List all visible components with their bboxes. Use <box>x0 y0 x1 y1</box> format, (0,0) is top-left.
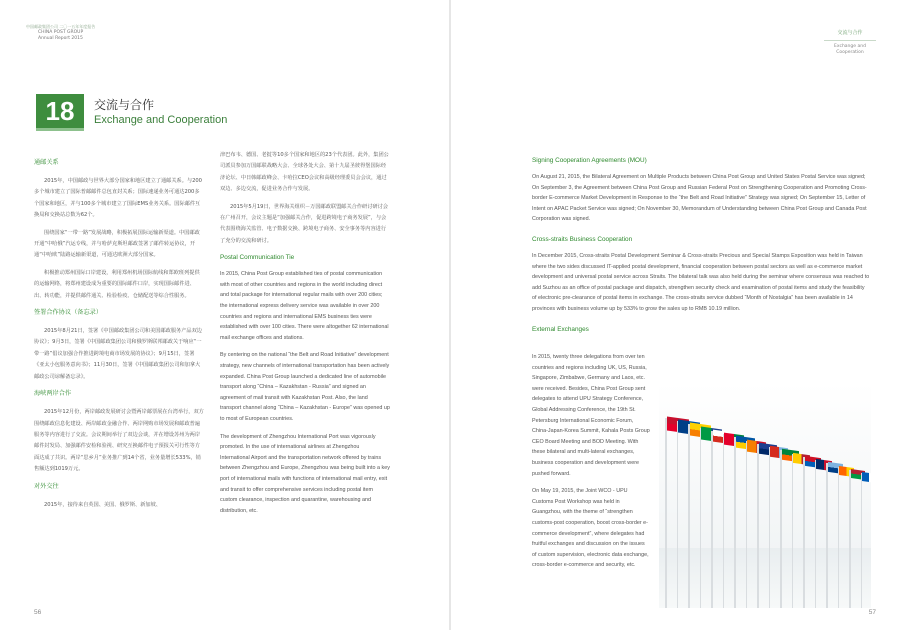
flag-pole <box>815 460 817 608</box>
header-divider <box>824 40 876 41</box>
flag-pole <box>838 467 840 608</box>
flag-pole <box>665 418 667 608</box>
section-heading: 海峡两岸合作 <box>34 390 72 398</box>
chapter-title-en: Exchange and Cooperation <box>94 114 228 126</box>
flags-photo <box>659 383 871 608</box>
paragraph: 2015年，中国邮政与世界大部分国家和地区建立了通邮关系。与200多个城市建立了国际普邮邮件总包直封关系；国际速递业务可通达200多个国家和地区，并与100多个城市建立了国际EMS业务关系。国际邮件互换局和交换站总数为62个。 <box>34 178 202 219</box>
header-report-info <box>26 30 95 42</box>
header-section-en-1: Exchange and <box>834 44 866 49</box>
flag-pole <box>677 421 679 608</box>
section-heading: Cross-straits Business Cooperation <box>532 235 633 243</box>
paragraph: On May 19, 2015, the Joint WCO - UPU Customs Post Workshop was held in Guangzhou, with the theme of “strengthen customs-post cooperation, boost cross-border e-commerce development”, where delegates had fruitful exchanges and discussion on the issues of custom supervision, electronic data exchange, cross-border e-commerce and security, etc. <box>532 488 649 569</box>
chapter-number-badge: 18 <box>36 94 84 128</box>
header-top-line: 中国邮政集团公司 二〇一五年年度报告 <box>26 24 96 29</box>
left-column-2 <box>220 150 390 523</box>
flag-pole <box>711 431 713 608</box>
chapter-title-cn: 交流与合作 <box>94 98 155 112</box>
header-section-en-2: Cooperation <box>836 50 864 55</box>
section-heading: 通邮关系 <box>34 159 59 166</box>
flag-pole <box>723 434 725 608</box>
header-report: Annual Report 2015 <box>38 36 83 41</box>
left-page <box>0 0 449 630</box>
flag-pole <box>734 437 736 608</box>
paragraph: 积极推动郑州国际口岸建设，利用郑州机场国际航线和郑欧班列提供的运输网络，将郑州建设成为重要的国际邮件口岸，实现国际邮件进、出、转功能，并提供邮件通关、检验检疫、仓储配送等综合性服务。 <box>34 269 200 299</box>
paragraph: In 2015, twenty three delegations from over ten countries and regions including UK, US, Russia, Singapore, Zimbabwe, Germany and Laos, etc. were received. Besides, China Post Group sent delegates to attend UPU Strategy Conference, Global Addressing Conference, the 19th St. Petersburg International Economic Forum, China-Japan-Korea Summit, Kahala Posts Group CEO Board Meeting and BOD Meeting. With these bilateral and multi-lateral exchanges, business cooperation and development were pushed forward. <box>532 354 650 477</box>
paragraph: The development of Zhengzhou International Port was vigorously promoted. In the use of international airlines at Zhengzhou International Airport and the transportation network offered by trains between Zhengzhou and Europe, Zhengzhou was being built into a key port of international mails with functions of international mail entry, exit and transit to offer comprehensive services including postal item custom clearance, inspection and quarantine, warehousing and distribution, etc. <box>220 433 390 514</box>
flag-pole <box>688 424 690 608</box>
right-header <box>824 30 876 56</box>
flag-pole <box>826 463 828 608</box>
photo-walkway <box>659 548 871 608</box>
flag-pole <box>757 444 759 608</box>
paragraph: On August 21, 2015, the Bilateral Agreement on Multiple Products between China Post Group and United States Postal Service was signed; On September 3, the Agreement between China Post Group and Russian Federal Post on Strengthening Cooperation and Promoting Cross-border E-commerce Market Development in Response to the “the Belt and Road Initiative” Strategy was signed; On September 15, Letter of Intent on APAC Packet Service was signed; On November 30, Memorandum of Understanding between China Post Group and Canada Post Corporation was signed. <box>532 174 867 223</box>
section-heading: Postal Communication Tie <box>220 254 295 262</box>
left-column-1 <box>34 152 204 517</box>
flag-pole <box>746 441 748 608</box>
paragraph: 津巴布韦、德国、老挝等10多个国家和地区的23个代表团。此外，集团公司派员参加万国邮联战略大会、全球各处大会、第十九届圣彼得堡国际经济论坛、中日韩邮政峰会、卡哈拉CEO会议和高级经理委员会会议，通过双边、多边交流，促进业务合作与发展。 <box>220 152 389 193</box>
paragraph: 围绕国家“一带一路”发展战略，积极拓展国际运输新渠道。中国邮政开通“中哈俄”汽运专线，并与哈萨克斯坦邮政签署了邮件转运协议，开通“中哈欧”陆路运输新渠道，可通达欧洲大部分国家。 <box>34 229 200 259</box>
page-number-left: 56 <box>34 609 42 616</box>
paragraph: In 2015, China Post Group established ties of postal communication with most of other countries and regions in the world including direct and total package for international regular mails with over 200 cities; the international express delivery service was available in over 200 countries and regions and international EMS business ties were established with over 100 cities. There were altogether 62 international mail exchange offices and stations. <box>220 271 389 341</box>
section-heading: Signing Cooperation Agreements (MOU) <box>532 157 647 164</box>
paragraph: 2015年12月份，两岸邮政发展研讨会暨两岸邮票展在台湾举行，双方围绕邮政信息化建设、两岸邮政金融合作、两岸网购市场发展和邮政普遍服务等内容进行了交流。会议期间举行了双边会谈，并在增设苏州为两岸邮件封发局、加强邮件安检和验视、研究互换邮件电子预报关可行性等方面达成了共识。两岸“思乡月”业务推广到14个省，业务量增长533%，销售额达到1019万元。 <box>34 409 204 473</box>
paragraph: In December 2015, Cross-straits Postal Development Seminar & Cross-straits Precious and Special Stamps Exposition was held in Taiwan where the two sides discussed IT-applied postal development, financial cooperation between postal sectors as well as e-commerce market development and universal postal service across Straits. The bilateral talk was also held during the seminar where consensus was reached to add Suzhou as an office of postal package and dispatch, strengthen security check and examination of postal items and study the feasibility of electronic pre-clearance of postal items in exchange. The cross-straits service dubbed “Month of Nostalgia” has been available in 14 provinces with business volume up by 533% to grow the sales up to RMB 10.19 million. <box>532 252 870 312</box>
flag-pole <box>792 454 794 608</box>
paragraph: 2015年，接待来自英国、美国、俄罗斯、新加坡、 <box>44 501 161 508</box>
right-column <box>532 152 870 341</box>
header-org: CHINA POST GROUP <box>38 30 84 35</box>
flag-pole <box>769 447 771 608</box>
page-number-right: 57 <box>868 609 876 616</box>
flag-pole <box>803 457 805 608</box>
section-heading: 对外交往 <box>34 482 59 490</box>
flag-pole <box>700 428 702 608</box>
section-heading: 签署合作协议（备忘录） <box>34 309 103 317</box>
left-header <box>26 24 95 42</box>
header-section-cn: 交流与合作 <box>837 30 863 36</box>
paragraph: 2015年5月19日，世界海关组织－万国邮政联盟邮关合作研讨研讨会在广州召开，会议主题是“加强邮关合作，促进跨境电子商务发展”，与会代表围绕海关监管、电子数据交换、跨境电子商务、安全事务等内容进行了充分的交流和研讨。 <box>220 203 388 244</box>
flag-pole <box>849 470 851 608</box>
flag-pole <box>780 450 782 608</box>
flag-pole <box>861 473 863 608</box>
paragraph: By centering on the national “the Belt and Road Initiative” development strategy, new channels of international transportation has been actively expanded. China Post Group launched a dedicated line of automobile transport along “China – Kazakhstan - Russia” and signed an agreement of mail transit with Kazakhstan Post. Also, the land transport channel along “China – Kazakhstan - Europe” was opened up to most of European countries. <box>220 352 390 422</box>
chapter-title <box>94 97 227 128</box>
section-heading: External Exchanges <box>532 325 589 333</box>
paragraph: 2015年8月21日，签署《中国邮政集团公司和美国邮政服务产品双边协议》；9月3日，签署《中国邮政集团公司和俄罗斯联邦邮政关于响应“一带一路”倡议加强合作推进跨境电商市场发展的协议》；9月15日，签署《亚太小包服务意向书》；11月30日，签署《中国邮政集团公司和加拿大邮政公司谅解备忘录》。 <box>34 328 202 380</box>
